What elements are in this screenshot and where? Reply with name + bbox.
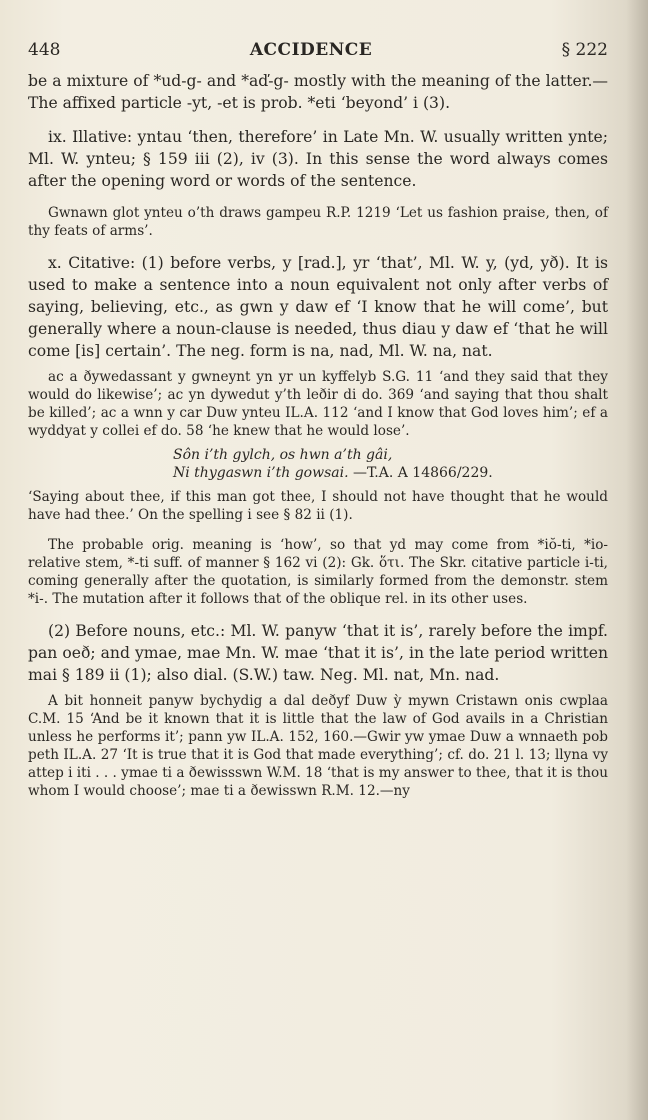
verse-line-2 bbox=[173, 464, 608, 482]
section-number: § 222 bbox=[561, 40, 608, 60]
running-header bbox=[28, 40, 608, 60]
example-citative: ac a ðywedassant y gwneynt yn yr un kyffelyb S.G. 11 ‘and they said that they would do likewise’; ac yn dywedut y’th leðir di do. 369 ‘and saying that thou shalt be killed’; ac a wnn y car Duw ynteu IL.A. 112 ‘and I know that God loves him’; ef a wyddyat y collei ef do. 58 ‘he knew that he would lose’. bbox=[28, 369, 608, 439]
verse-line-1: Sôn i’th gylch, os hwn a’th gâi, bbox=[173, 447, 393, 463]
paragraph-before-nouns: (2) Before nouns, etc.: Ml. W. panyw ‘that it is’, rarely before the impf. pan oeð; and ymae, mae Mn. W. mae ‘that it is’, in the late period written mai § 189 ii (1); also dial. (S.W.) taw. Neg. Ml. nat, Mn. nad. bbox=[28, 622, 608, 684]
verse-reference: —T.A. A 14866/229. bbox=[352, 465, 493, 481]
verse-quote bbox=[28, 446, 608, 482]
example-illative: Gwnawn glot ynteu o’th draws gampeu R.P. 1219 ‘Let us fashion praise, then, of thy feats of arms’. bbox=[28, 205, 608, 239]
paragraph-illative: ix. Illative: yntau ‘then, therefore’ in Late Mn. W. usually written ynte; Ml. W. ynteu; § 159 iii (2), iv (3). In this sense the word always comes after the opening word or words of the sentence. bbox=[28, 128, 608, 190]
paragraph-citative: x. Citative: (1) before verbs, y [rad.], yr ‘that’, Ml. W. y, (yd, yð). It is used to make a sentence into a noun equivalent not only after verbs of saying, believing, etc., as gwn y daw ef ‘I know that he will come’, but generally where a noun-clause is needed, thus diau y daw ef ‘that he will come [is] certain’. The neg. form is na, nad, Ml. W. na, nat. bbox=[28, 254, 608, 360]
verse-line-2-text: Ni thygaswn i’th gowsai. bbox=[173, 465, 349, 481]
page-spine-shadow bbox=[626, 0, 648, 1120]
paragraph-continuation: be a mixture of *ud-g- and *aď-g- mostly with the meaning of the latter.—The affixed particle -yt, -et is prob. *eti ‘beyond’ i (3). bbox=[28, 72, 608, 112]
verse-translation: ‘Saying about thee, if this man got thee, I should not have thought that he would have had thee.’ On the spelling i see § 82 ii (1). bbox=[28, 489, 608, 523]
page-number: 448 bbox=[28, 40, 61, 60]
example-before-nouns: A bit honneit panyw bychydig a dal deðyf Duw ỳ mywn Cristawn onis cwplaa C.M. 15 ‘And be it known that it is little that the law of God avails in a Christian unless he performs it’; pann yw IL.A. 152, 160.—Gwir yw ymae Duw a wnnaeth pob peth IL.A. 27 ‘It is true that it is God that made everything’; cf. do. 21 l. 13; llyna vy attep i iti . . . ymae ti a ðewissswn W.M. 18 ‘that is my answer to thee, that it is thou whom I would choose’; mae ti a ðewisswn R.M. 12.—ny bbox=[28, 693, 608, 799]
paragraph-origin-note: The probable orig. meaning is ‘how’, so that yd may come from *iŏ-ti, *io- relative stem, *-ti suff. of manner § 162 vi (2): Gk. ὅτι. The Skr. citative particle i-ti, coming generally after the quotation, is similarly formed from the demonstr. stem *i-. The mutation after it follows that of the oblique rel. in its other uses. bbox=[28, 537, 608, 607]
running-title: ACCIDENCE bbox=[249, 40, 373, 60]
